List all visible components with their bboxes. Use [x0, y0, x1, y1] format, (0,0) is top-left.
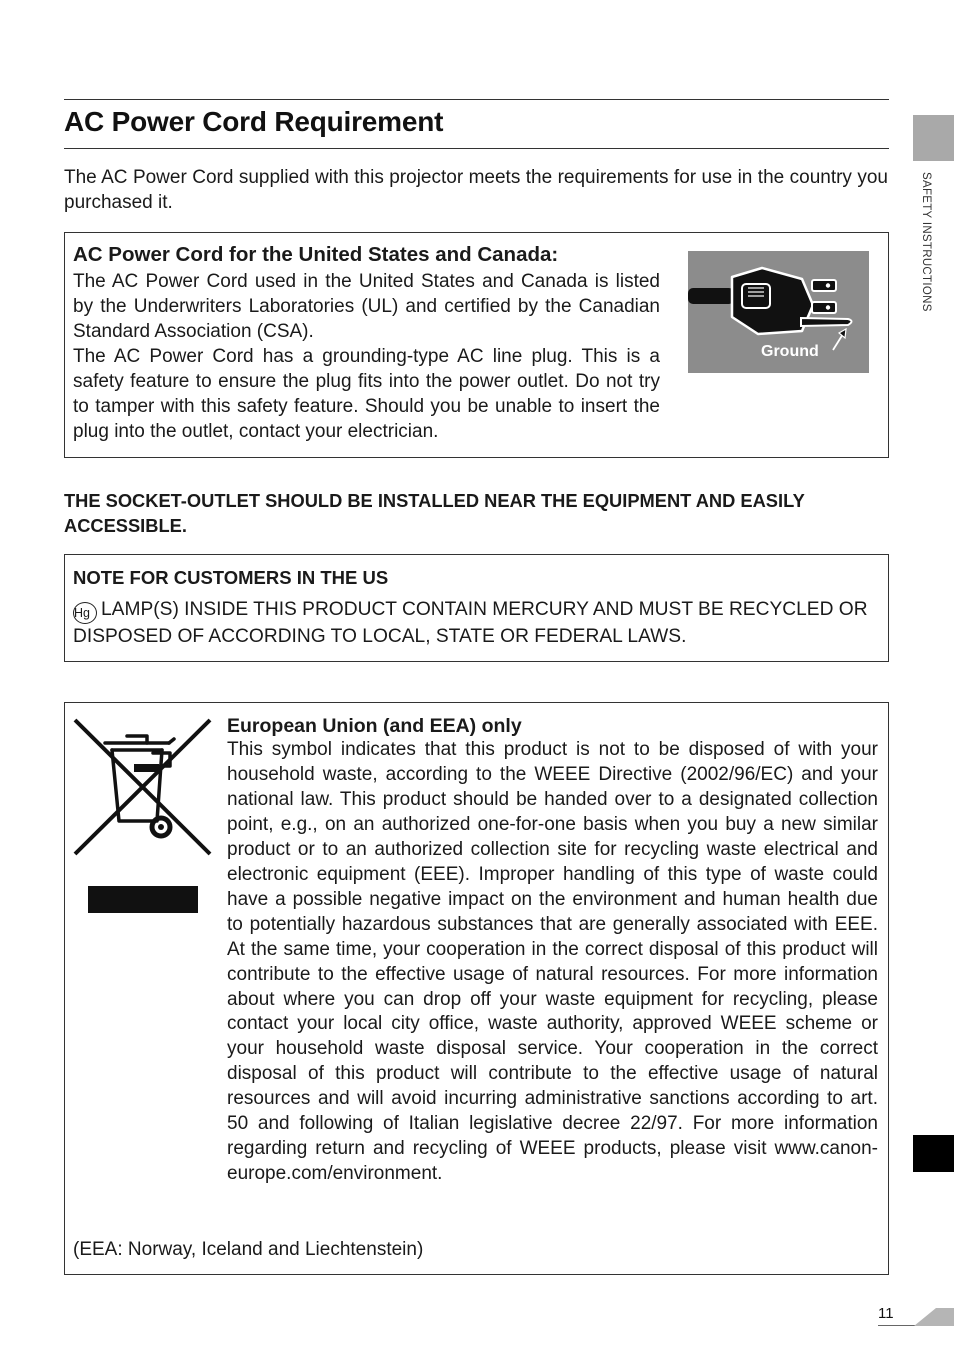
us-canada-heading: AC Power Cord for the United States and Canada: [73, 243, 559, 266]
eu-heading: European Union (and EEA) only [227, 715, 522, 737]
hg-symbol: Hg [74, 606, 90, 620]
mercury-hg-icon [73, 602, 97, 624]
title-top-rule [64, 99, 889, 100]
eu-weee-paragraph: This symbol indicates that this product is not to be disposed of with your household waste, according to the WEEE Directive (2002/96/EC) and your national law. This product should be handed over to a designated collection point, e.g., on an authorized one-for-one basis when you buy a new similar product or to an authorized collection site for recycling waste electrical and electronic equipment (EEE). Improper handling of this type of waste could have a possible negative impact on the environment and human health due to potentially hazardous substances that are generally associated with EEE. At the same time, your cooperation in the correct disposal of this product will contribute to the effective usage of natural resources. For more information about where you can drop off your waste equipment for recycling, please contact your local city office, waste authority, approved WEEE scheme or your household waste disposal service. Your cooperation in the correct disposal of this product will contribute to the effective usage of natural resources and will avoid incurring administrative sanctions according to art. 50 and following of Italian legislative decree 22/97. For more information regarding return and recycling of WEEE products, please visit www.canon-europe.com/environment. [227, 739, 878, 1185]
us-canada-box [64, 232, 889, 458]
us-canada-paragraph-2: The AC Power Cord has a grounding-type AC line plug. This is a safety feature to ensure the plug fits into the power outlet. Do not try to tamper with this safety feature. Should you be unable to insert the plug into the outlet, contact your electrician. [73, 346, 660, 442]
page-number-underline [878, 1325, 918, 1326]
mercury-notice-text: LAMP(S) INSIDE THIS PRODUCT CONTAIN MERCURY AND MUST BE RECYCLED OR DISPOSED OF ACCORDING TO LOCAL, STATE OR FEDERAL LAWS. [73, 599, 868, 647]
page-number: 11 [878, 1305, 894, 1322]
grounded-plug-image [688, 251, 869, 373]
mercury-lamp-notice [73, 597, 879, 650]
weee-crossed-bin-icon [71, 717, 217, 913]
us-canada-paragraph-1: The AC Power Cord used in the United States and Canada is listed by the Underwriters Laboratories (UL) and certified by the Canadian Standard Association (CSA). [73, 271, 660, 342]
side-marker-block [913, 1135, 954, 1172]
title-bottom-rule [64, 148, 889, 149]
us-note-heading: NOTE FOR CUSTOMERS IN THE US [73, 567, 389, 588]
us-customers-note-box [64, 554, 889, 662]
ground-label: Ground [761, 343, 819, 360]
intro-paragraph: The AC Power Cord supplied with this projector meets the requirements for use in the country you purchased it. [64, 167, 888, 213]
side-section-label: SAFETY INSTRUCTIONS [920, 172, 932, 312]
page-title: AC Power Cord Requirement [64, 106, 444, 137]
eea-footnote: (EEA: Norway, Iceland and Liechtenstein) [73, 1239, 424, 1260]
socket-outlet-warning: THE SOCKET-OUTLET SHOULD BE INSTALLED NEAR THE EQUIPMENT AND EASILY ACCESSIBLE. [64, 490, 805, 536]
page-corner-tab [914, 1308, 954, 1326]
eu-weee-box [64, 702, 889, 1275]
side-section-tab [913, 115, 954, 161]
